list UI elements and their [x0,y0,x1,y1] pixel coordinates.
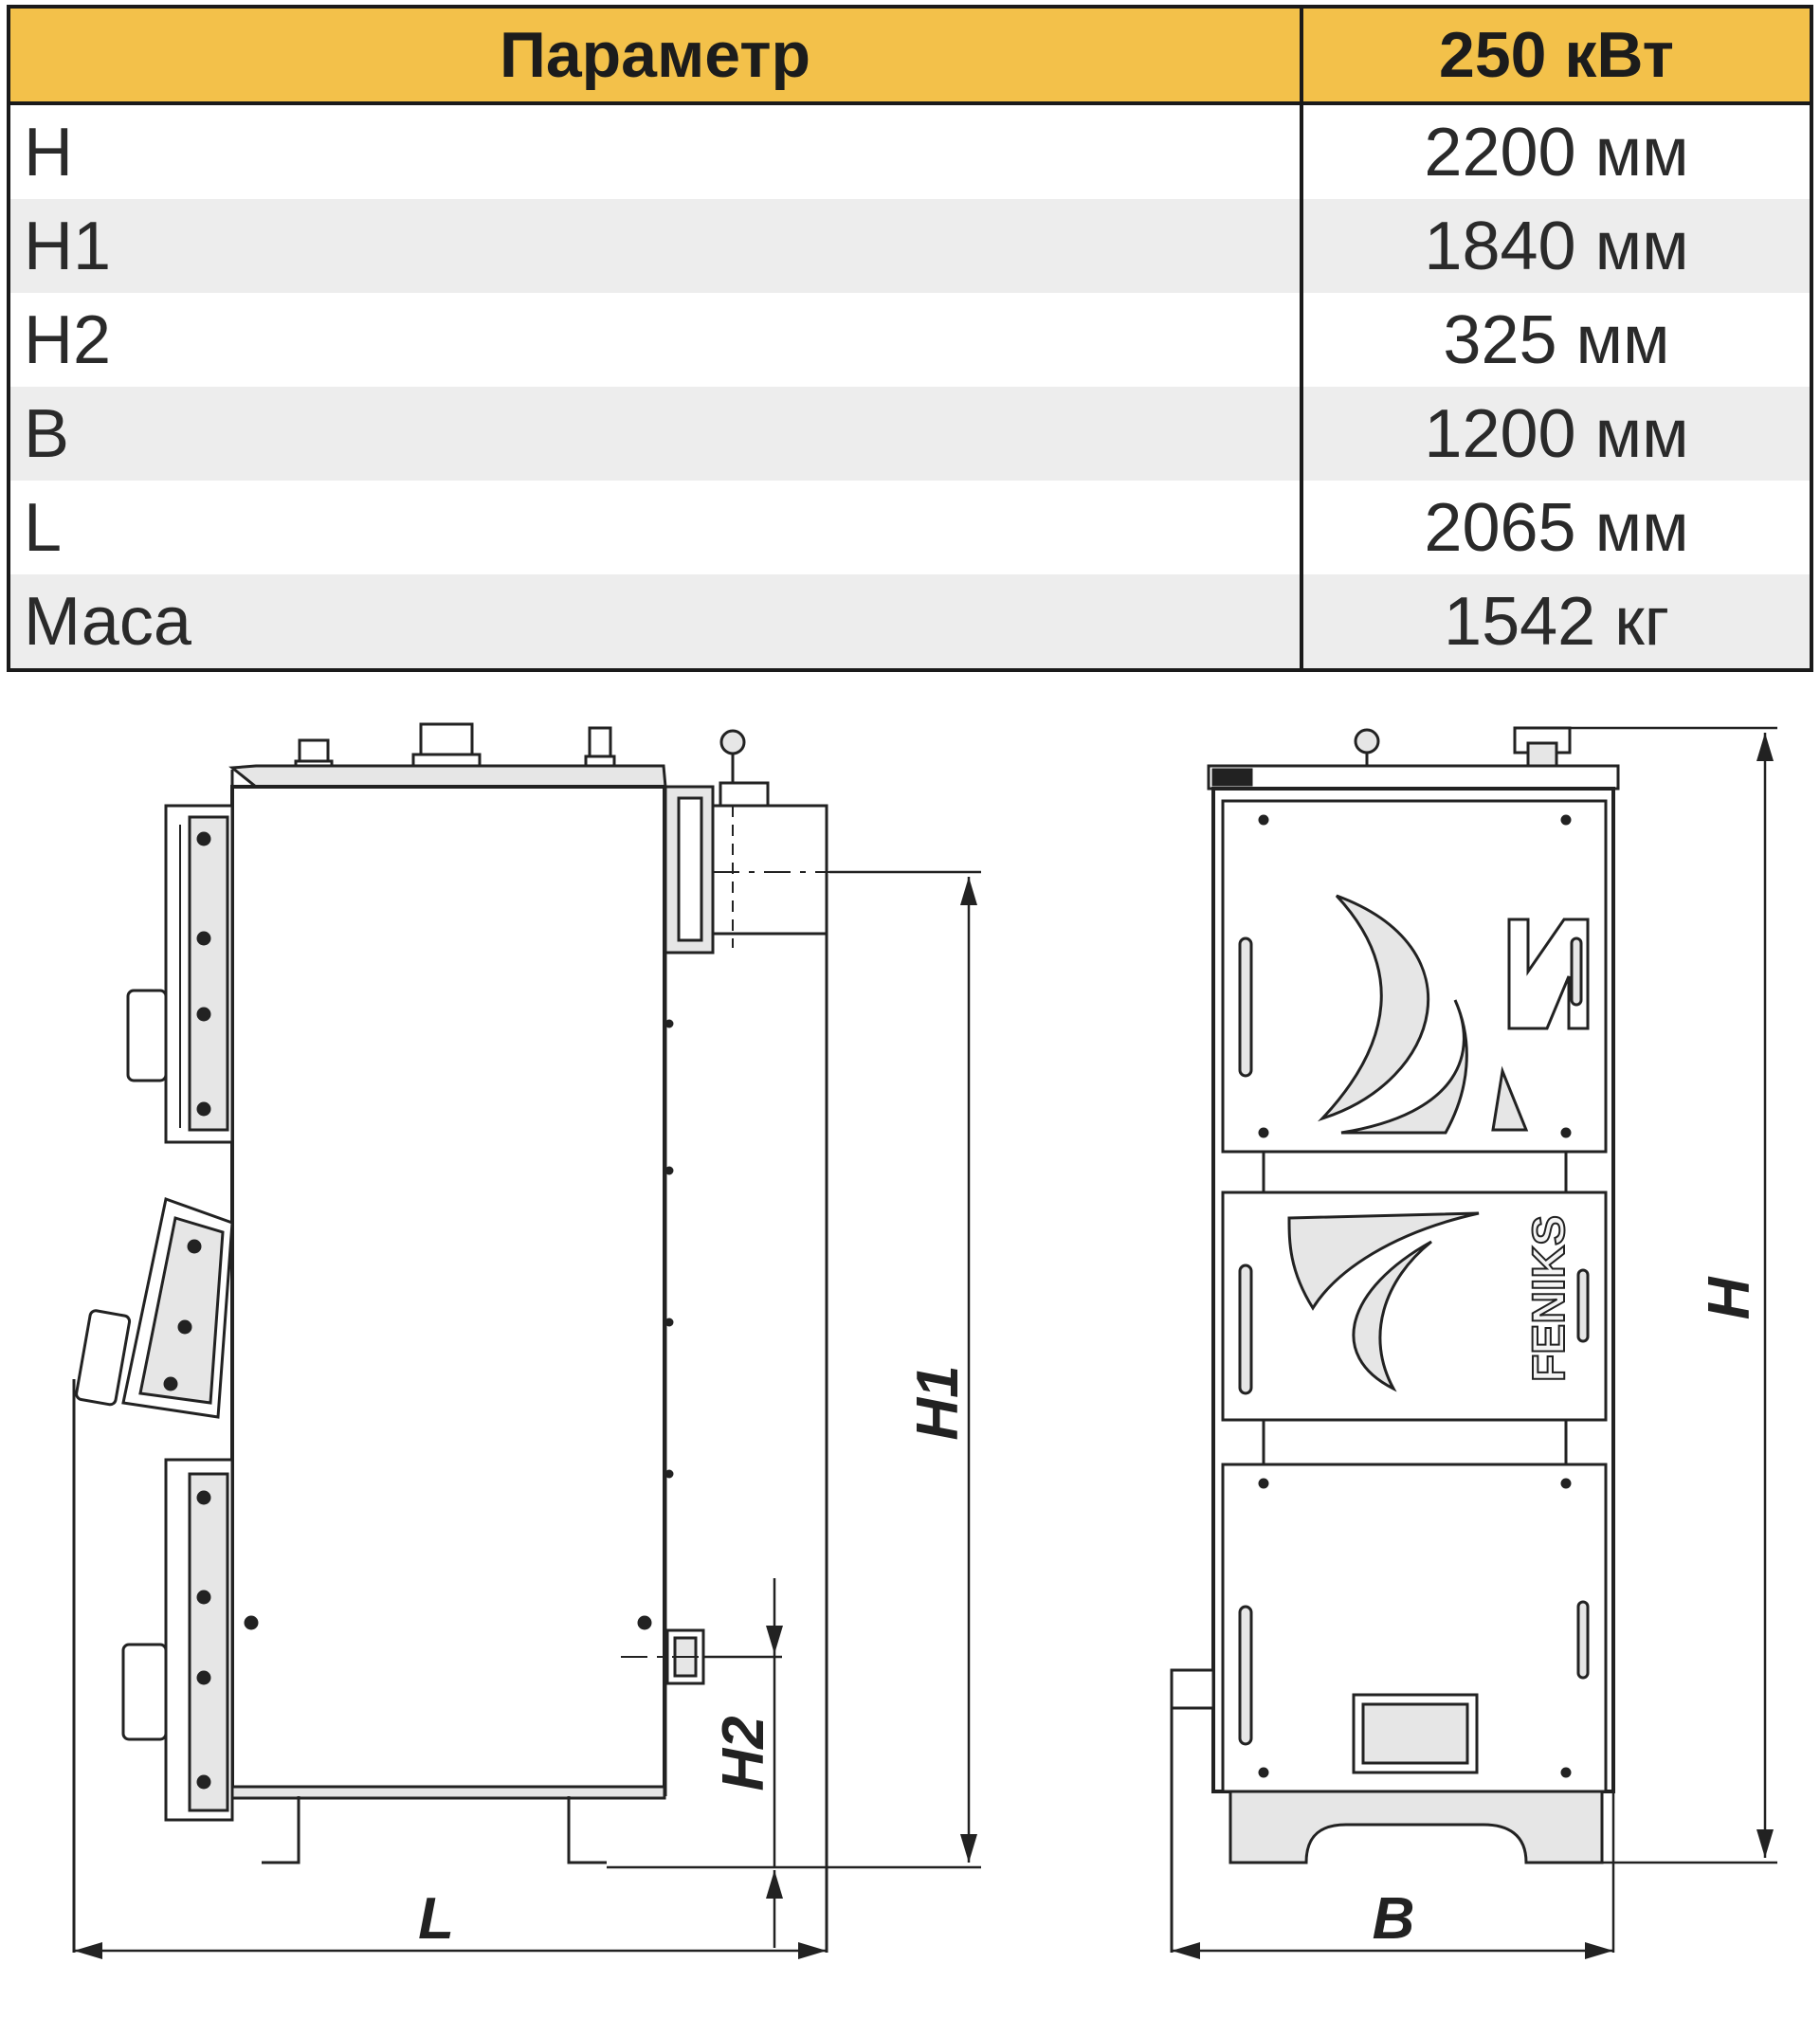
row-value: 2200 мм [1301,103,1811,199]
boiler-drawing [0,682,1820,2009]
row-value: 1200 мм [1301,387,1811,481]
row-name: H1 [9,199,1301,293]
table-row [9,574,1811,670]
dim-label-l: L [418,1886,454,1952]
table-row [9,103,1811,199]
row-value: 325 мм [1301,293,1811,387]
dim-label-b: B [1372,1886,1415,1952]
table-row [9,387,1811,481]
table-row [9,293,1811,387]
brand-label: FENIKS [1524,1214,1574,1383]
row-name: B [9,387,1301,481]
spec-table [7,5,1813,672]
dim-label-h2: H2 [711,1716,776,1791]
row-name: H2 [9,293,1301,387]
header-power: 250 кВт [1301,7,1811,103]
row-name: H [9,103,1301,199]
header-parameter: Параметр [9,7,1301,103]
dim-label-h: H [1697,1277,1762,1320]
dim-label-h1: H1 [905,1365,971,1441]
row-value: 1542 кг [1301,574,1811,670]
table-header-row [9,7,1811,103]
row-value: 1840 мм [1301,199,1811,293]
table-row [9,481,1811,574]
row-name: L [9,481,1301,574]
table-row [9,199,1811,293]
row-value: 2065 мм [1301,481,1811,574]
row-name: Маса [9,574,1301,670]
